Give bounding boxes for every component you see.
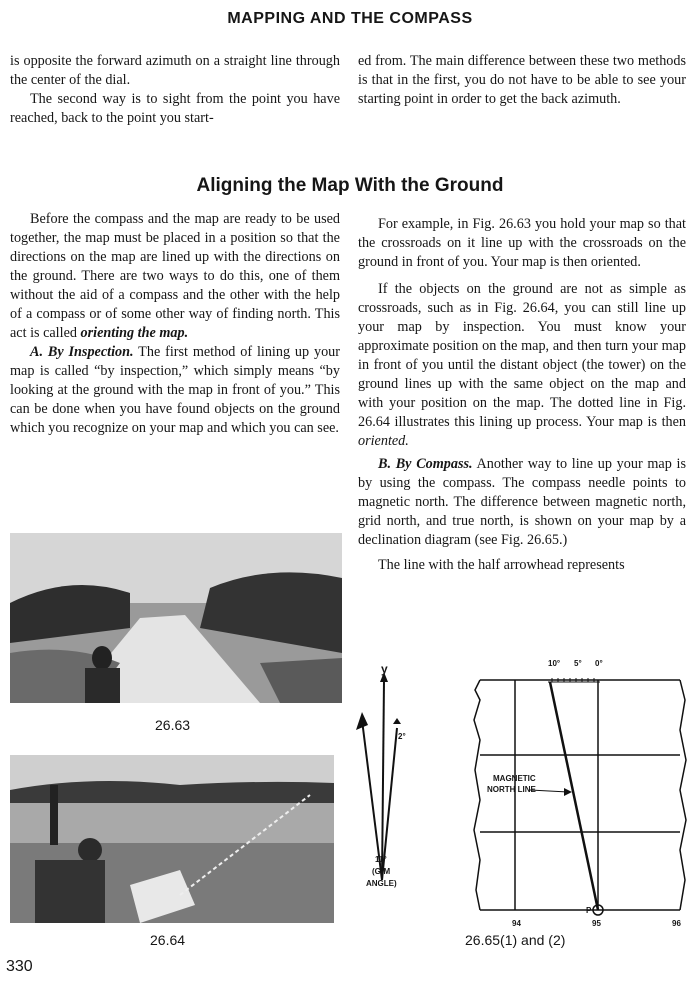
page-number: 330 — [6, 958, 33, 975]
paragraph: is opposite the forward azimuth on a straight line through the center of the dial. — [10, 53, 340, 88]
paragraph — [358, 455, 686, 550]
paragraph-text: The first method of lining up your map is called “by inspection,” which simply means “by looking at the ground with the map in front of you.” This can be done when you have found objects on the ground which you recognize on your map and which you can see. — [10, 344, 341, 436]
grid-94-label: 94 — [512, 919, 521, 928]
y-axis-label: y — [381, 662, 388, 676]
photo-crossroads-image — [10, 533, 342, 703]
scale-0-label: 0° — [595, 659, 603, 668]
point-p-label: P — [586, 906, 592, 915]
subheading: B. By Compass. — [378, 456, 473, 472]
paragraph-text: Before the compass and the map are ready to be used together, the map must be placed in a position so that the directions on the map are lined up with the directions on the ground. There are two ways to do this, one of them without the aid of a compass and the other with the help of a compass or of some other way of finding north. This act is called — [10, 211, 340, 341]
angle-2-label: 2° — [398, 732, 406, 741]
photo-tower-image — [10, 755, 334, 923]
subheading: A. By Inspection. — [30, 344, 134, 360]
grid-96-label: 96 — [672, 919, 681, 928]
magnetic-north-label: MAGNETIC — [493, 774, 536, 783]
angle-11-label: 11° — [375, 855, 387, 864]
paragraph: For example, in Fig. 26.63 you hold your map so that the crossroads on it line up with the crossroads on the ground in front of you. Your map is then oriented. — [358, 216, 686, 270]
photo-crossroads — [10, 533, 342, 703]
magnetic-north-label: NORTH LINE — [487, 785, 536, 794]
scale-5-label: 5° — [574, 659, 582, 668]
photo-tower — [10, 755, 334, 923]
paragraph: The second way is to sight from the point you have reached, back to the point you start- — [10, 91, 340, 126]
paragraph — [358, 280, 686, 451]
figure-caption: 26.64 — [150, 932, 186, 948]
section-title: Aligning the Map With the Ground — [196, 175, 504, 196]
figure-caption: 26.65(1) and (2) — [465, 932, 566, 948]
grid-95-label: 95 — [592, 919, 601, 928]
top-right-column — [358, 52, 686, 109]
paragraph-text: Another way to line up your map is by using the compass. The compass needle points to magnetic north. The difference between magnetic north, grid north, and true north, is shown on your map by a declination diagram (see Fig. 26.65.) — [358, 456, 686, 548]
gm-angle-label: (G-M — [372, 867, 391, 876]
scale-10-label: 10° — [548, 659, 561, 668]
paragraph: ed from. The main difference between these two methods is that in the first, you do not have to be able to see your starting point in order to get the back azimuth. — [358, 53, 686, 107]
term: oriented. — [358, 433, 409, 449]
top-left-column — [10, 52, 340, 128]
declination-diagram — [350, 660, 440, 900]
term: orienting the map. — [80, 325, 189, 341]
paragraph — [10, 210, 340, 343]
paragraph: The line with the half arrowhead represents — [378, 557, 625, 573]
page-header: MAPPING AND THE COMPASS — [227, 10, 473, 27]
paragraph — [10, 343, 340, 438]
right-column — [358, 215, 686, 575]
left-column — [10, 210, 340, 438]
paragraph-text: If the objects on the ground are not as simple as crossroads, such as in Fig. 26.64, you can still line up your map by inspection. You must know your approximate position on the map, and then turn your map in front of you until the distant object (the tower) on the ground lines up with the same object on the map and with your position on the map. The dotted line in Fig. 26.64 illustrates this lining up process. Your map is then — [358, 281, 686, 430]
gm-angle-label: ANGLE) — [366, 879, 397, 888]
figure-caption: 26.63 — [155, 717, 191, 733]
